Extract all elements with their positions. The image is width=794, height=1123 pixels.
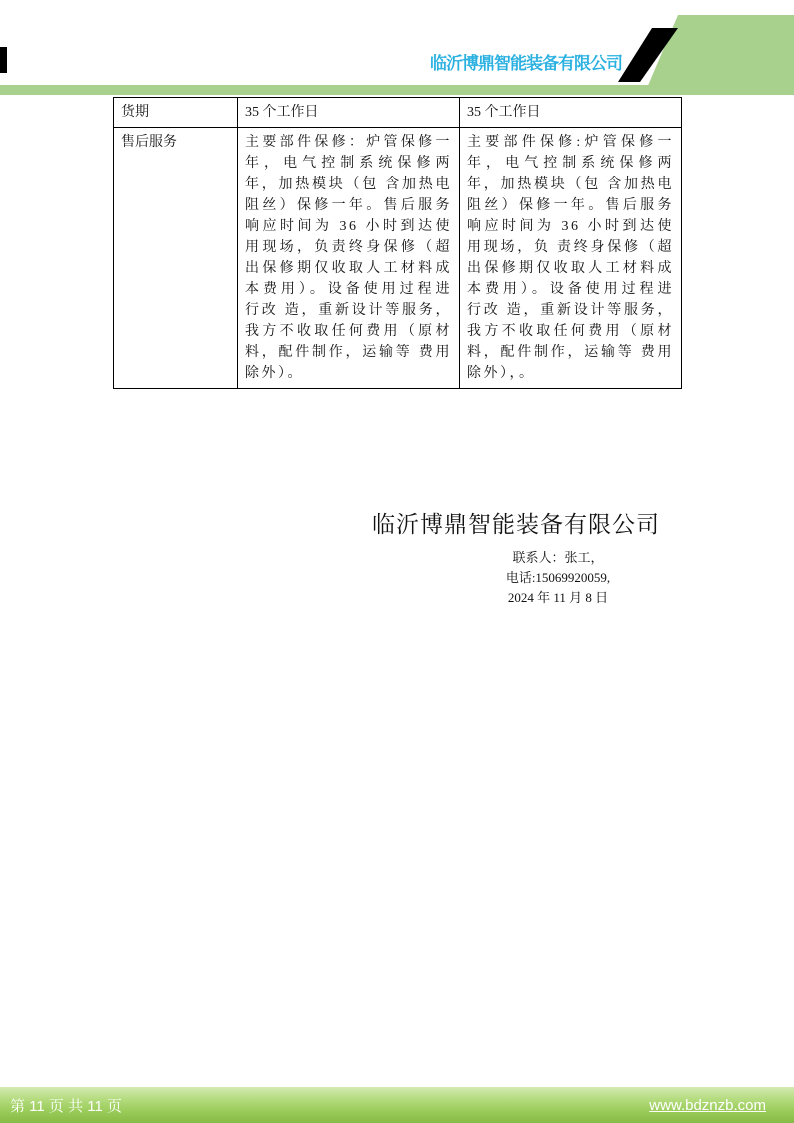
offer-comparison-table bbox=[113, 97, 682, 389]
delivery-value-cell-1: 35 个工作日 bbox=[238, 98, 460, 128]
table-row-after-sales bbox=[114, 128, 682, 389]
left-black-bar bbox=[0, 47, 7, 73]
header-green-trapezoid bbox=[644, 15, 794, 95]
table-row-delivery bbox=[114, 98, 682, 128]
website-link[interactable]: www.bdznzb.com bbox=[649, 1096, 766, 1114]
delivery-value-cell-2: 35 个工作日 bbox=[460, 98, 682, 128]
after-sales-label-cell: 售后服务 bbox=[114, 128, 238, 389]
after-sales-value-cell-1: 主要部件保修：炉管保修一年，电气控制系统保修两年，加热模块（包 含加热电阻丝）保修一年。售后服务响应时间为 36 小时到达使用现场，负责终身保修（超出保修期仅收取人工材料成本费用）。设备使用过程进行改 造，重新设计等服务，我方不收取任何费用（原材料，配件制作，运输等 费用除外）。 bbox=[238, 128, 460, 389]
page-footer bbox=[0, 1087, 794, 1123]
delivery-label-cell: 货期 bbox=[114, 98, 238, 128]
page-number-indicator: 第 11 页 共 11 页 bbox=[10, 1097, 122, 1115]
header-decoration bbox=[0, 0, 794, 100]
signature-contact-block bbox=[457, 548, 659, 608]
contact-person-line: 联系人：张工， bbox=[512, 550, 604, 565]
signature-date-line: 2024 年 11 月 8 日 bbox=[507, 590, 609, 605]
after-sales-value-cell-2: 主要部件保修:炉管保修一年，电气控制系统保修两年，加热模块（包 含加热电阻丝）保修一年。售后服务响应时间为 36 小时到达使用现场，负 责终身保修（超出保修期仅收取人工材料成本费用）。设备使用过程进行改 造，重新设计等服务，我方不收取任何费用（原材料，配件制作，运输等 费用除外），。 bbox=[460, 128, 682, 389]
signature-company-name: 临沂博鼎智能装备有限公司 bbox=[372, 512, 660, 537]
contact-phone-line: 电话:15069920059, bbox=[505, 570, 611, 585]
header-company-name: 临沂博鼎智能装备有限公司 bbox=[430, 54, 622, 73]
